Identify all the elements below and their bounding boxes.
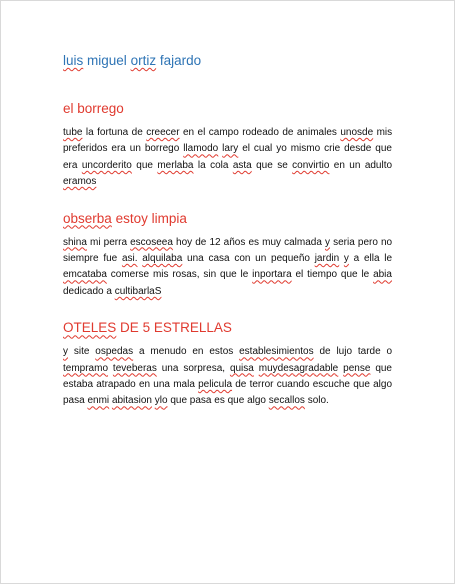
- misspelled-word[interactable]: enmi: [87, 395, 110, 407]
- misspelled-word[interactable]: y: [63, 346, 68, 358]
- misspelled-word[interactable]: escoseea: [130, 236, 173, 248]
- misspelled-word[interactable]: establesimientos: [239, 346, 314, 358]
- section-el-borrego: [63, 99, 392, 191]
- misspelled-word[interactable]: asi.: [121, 253, 138, 265]
- misspelled-word[interactable]: inportara: [252, 269, 292, 281]
- misspelled-word[interactable]: creecer: [146, 127, 180, 138]
- misspelled-word[interactable]: tempramo: [63, 362, 109, 374]
- misspelled-word[interactable]: emcataba: [63, 269, 107, 281]
- misspelled-word[interactable]: abia: [373, 269, 392, 281]
- section-body[interactable]: tube la fortuna de creecer en el campo rodeado de animales unosde mis preferidos era un borrego llamodo lary el cual yo mismo crie desde que era uncorderito que merlaba la cola asta que se convirtio en un adulto eramos: [63, 127, 393, 188]
- misspelled-word[interactable]: merlaba: [157, 159, 194, 171]
- misspelled-word[interactable]: llamodo: [183, 143, 219, 155]
- section-obserba-estoy-limpia: [63, 209, 392, 301]
- misspelled-word[interactable]: pelicula: [198, 379, 233, 391]
- misspelled-word[interactable]: uncorderito: [81, 159, 132, 171]
- section-heading[interactable]: OTELES DE 5 ESTRELLAS: [63, 320, 232, 336]
- misspelled-word[interactable]: obserba: [63, 210, 112, 226]
- misspelled-word[interactable]: teveberas: [112, 362, 157, 374]
- misspelled-word[interactable]: ylo: [154, 395, 168, 407]
- misspelled-word[interactable]: shina: [63, 236, 87, 248]
- misspelled-word[interactable]: tube: [63, 127, 83, 138]
- misspelled-word[interactable]: abitasion: [111, 395, 152, 407]
- document-title[interactable]: luis miguel ortiz fajardo: [63, 53, 202, 68]
- misspelled-word[interactable]: jardin: [314, 253, 340, 265]
- section-body[interactable]: y site ospedas a menudo en estos establesimientos de lujo tarde o tempramo teveberas una sorpresa, quisa muydesagradable pense que estaba atrapado en una mala pelicula de terror cuando escuche que algo pasa enmi abitasion ylo que pasa es que algo secallos solo.: [63, 346, 393, 407]
- misspelled-word[interactable]: alquilaba: [142, 253, 183, 265]
- misspelled-word[interactable]: unosde: [340, 127, 374, 138]
- misspelled-word[interactable]: OTELES: [63, 320, 117, 336]
- misspelled-word[interactable]: eramos: [63, 176, 97, 188]
- section-heading[interactable]: obserba estoy limpia: [63, 210, 187, 226]
- misspelled-word[interactable]: pense: [343, 362, 371, 374]
- misspelled-word[interactable]: secallos: [268, 395, 305, 407]
- section-oteles-de-5-estrellas: [63, 318, 392, 410]
- misspelled-word[interactable]: luis: [63, 53, 84, 68]
- misspelled-word[interactable]: asta: [232, 159, 252, 171]
- misspelled-word[interactable]: cultibarlaS: [114, 285, 162, 297]
- document-content[interactable]: [63, 51, 392, 428]
- section-heading[interactable]: el borrego: [63, 101, 124, 116]
- misspelled-word[interactable]: lary: [222, 143, 239, 155]
- misspelled-word[interactable]: y: [343, 253, 349, 265]
- misspelled-word[interactable]: y: [325, 236, 331, 248]
- misspelled-word[interactable]: ospedas: [95, 346, 134, 358]
- misspelled-word[interactable]: quisa: [229, 362, 254, 374]
- misspelled-word[interactable]: muydesagradable: [258, 362, 339, 374]
- misspelled-word[interactable]: convirtio: [292, 159, 330, 171]
- section-body[interactable]: shina mi perra escoseea hoy de 12 años es muy calmada y seria pero no siempre fue asi. alquilaba una casa con un pequeño jardin y a ella le emcataba comerse mis rosas, sin que le inportara el tiempo que le abia dedicado a cultibarlaS: [63, 236, 393, 297]
- misspelled-word[interactable]: ortiz: [130, 53, 157, 68]
